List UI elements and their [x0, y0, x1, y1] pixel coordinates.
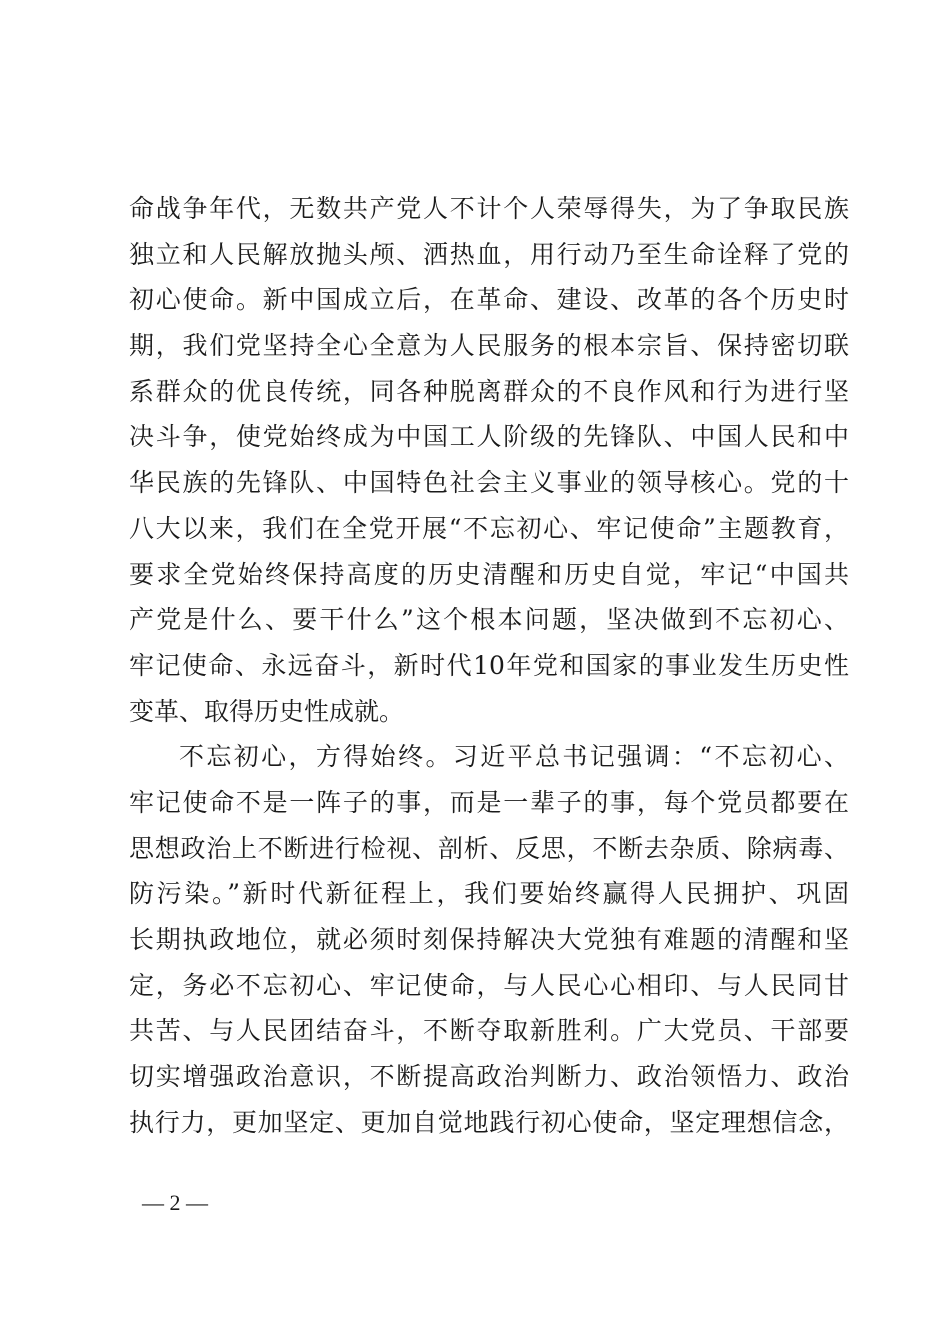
text-line: 八大以来，我们在全党开展“不忘初心、牢记使命”主题教育，	[129, 513, 849, 543]
text-line: 系群众的优良传统，同各种脱离群众的不良作风和行为进行坚	[129, 376, 849, 406]
body-text	[129, 186, 849, 1145]
paragraph-start-line: 不忘初心，方得始终。习近平总书记强调：“不忘初心、	[179, 742, 849, 772]
text-line: 执行力，更加坚定、更加自觉地践行初心使命，坚定理想信念，	[129, 1107, 849, 1137]
text-line: 独立和人民解放抛头颅、洒热血，用行动乃至生命诠释了党的	[129, 239, 849, 269]
text-line: 初心使命。新中国成立后，在革命、建设、改革的各个历史时	[129, 285, 849, 315]
text-line: 期，我们党坚持全心全意为人民服务的根本宗旨、保持密切联	[129, 331, 849, 361]
text-line: 思想政治上不断进行检视、剖析、反思，不断去杂质、除病毒、	[129, 833, 849, 863]
text-line: 牢记使命不是一阵子的事，而是一辈子的事，每个党员都要在	[129, 787, 849, 817]
paragraph-end-line: 变革、取得历史性成就。	[129, 696, 405, 726]
text-line: 牢记使命、永远奋斗，新时代10年党和国家的事业发生历史性	[129, 650, 849, 680]
text-line: 防污染。”新时代新征程上，我们要始终赢得人民拥护、巩固	[129, 879, 849, 909]
text-line: 华民族的先锋队、中国特色社会主义事业的领导核心。党的十	[129, 468, 849, 498]
page-number: — 2 —	[142, 1190, 208, 1215]
text-line: 要求全党始终保持高度的历史清醒和历史自觉，牢记“中国共	[129, 559, 849, 589]
text-line: 命战争年代，无数共产党人不计个人荣辱得失，为了争取民族	[129, 194, 849, 223]
text-line: 长期执政地位，就必须时刻保持解决大党独有难题的清醒和坚	[129, 925, 849, 954]
text-line: 切实增强政治意识，不断提高政治判断力、政治领悟力、政治	[129, 1062, 849, 1092]
text-line: 定，务必不忘初心、牢记使命，与人民心心相印、与人民同甘	[129, 970, 849, 1000]
text-line: 产党是什么、要干什么”这个根本问题，坚决做到不忘初心、	[129, 605, 849, 635]
text-line: 决斗争，使党始终成为中国工人阶级的先锋队、中国人民和中	[129, 422, 849, 452]
text-line: 共苦、与人民团结奋斗，不断夺取新胜利。广大党员、干部要	[129, 1016, 849, 1046]
